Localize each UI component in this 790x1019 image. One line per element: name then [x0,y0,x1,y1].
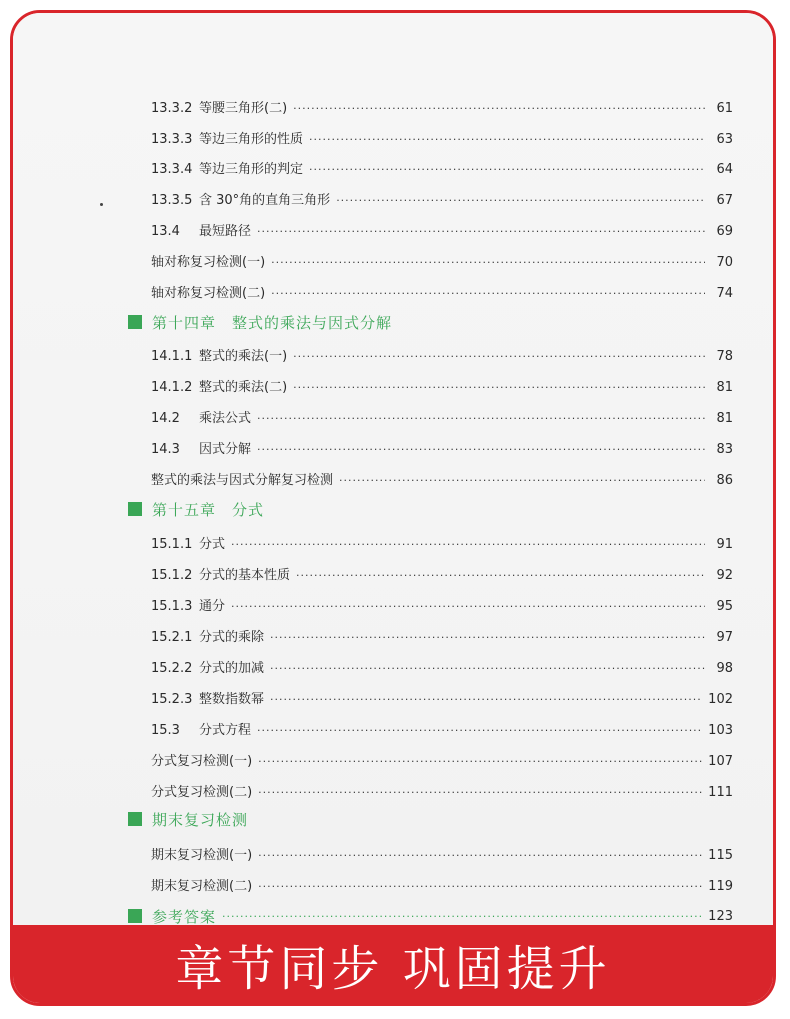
toc-entry-page: 86 [716,473,733,488]
toc-entry-page: 83 [716,442,733,457]
leader-dots [270,631,705,644]
toc-entry [151,844,733,864]
toc-entry-number: 14.3 [151,442,180,457]
toc-entry-title: 分式 [199,537,226,552]
toc-page [13,13,773,925]
chapter-title: 参考答案 [152,907,217,925]
toc-entry-number: 14.2 [151,411,180,426]
chapter-page: 123 [708,908,733,924]
leader-dots [309,163,705,176]
toc-entry-page: 111 [708,785,733,800]
stray-dot [100,203,103,206]
table-of-contents [13,13,773,925]
leader-dots [293,102,705,115]
toc-entry-title: 分式的乘除 [199,630,265,645]
toc-entry-number: 13.4 [151,224,180,239]
leader-dots [296,569,705,582]
leader-dots [336,194,705,207]
toc-entry [151,97,733,117]
leader-dots [309,133,705,146]
toc-entry-page: 115 [708,848,733,863]
toc-entry [151,595,733,615]
toc-entry-page: 61 [716,101,733,116]
toc-entry-number: 14.1.1 [151,349,193,364]
toc-entry-page: 63 [716,132,733,147]
leader-dots [293,381,705,394]
toc-entry [151,781,733,801]
toc-entry [151,282,733,302]
toc-entry-title: 分式方程 [199,723,252,738]
leader-dots [293,350,705,363]
toc-entry-number: 15.2.1 [151,630,193,645]
leader-dots [271,287,705,300]
toc-entry-number: 15.1.1 [151,537,193,552]
leader-dots [257,225,705,238]
leader-dots [257,724,702,737]
toc-entry [151,345,733,365]
leader-dots [258,786,702,799]
toc-entry [151,626,733,646]
toc-entry [151,189,733,209]
chapter-title: 第十五章 分式 [152,500,265,519]
toc-entry-number: 13.3.5 [151,193,193,208]
toc-entry-title: 等边三角形的判定 [199,162,304,177]
toc-entry [151,220,733,240]
chapter-title: 期末复习检测 [152,810,249,829]
toc-entry-title: 整式的乘法与因式分解复习检测 [151,473,334,488]
toc-entry-page: 81 [716,380,733,395]
toc-entry-title: 整式的乘法(二) [199,380,288,395]
toc-entry-number: 13.3.4 [151,162,193,177]
toc-entry [151,564,733,584]
chapter-marker [128,502,142,516]
leader-dots [258,755,702,768]
chapter-marker [128,812,142,826]
toc-entry-title: 含 30°角的直角三角形 [199,193,331,208]
toc-entry-title: 分式的基本性质 [199,568,291,583]
toc-entry [151,407,733,427]
toc-entry-page: 70 [716,255,733,270]
toc-entry-page: 78 [716,349,733,364]
toc-entry-title: 乘法公式 [199,411,252,426]
chapter-marker [128,909,142,923]
toc-entry-number: 13.3.3 [151,132,193,147]
toc-entry [151,688,733,708]
leader-dots [271,256,705,269]
toc-entry-page: 91 [716,537,733,552]
leader-dots [339,474,705,487]
leader-dots [231,600,705,613]
toc-entry-page: 98 [716,661,733,676]
leader-dots [231,538,705,551]
leader-dots [257,412,705,425]
toc-entry-title: 分式复习检测(一) [151,754,253,769]
toc-entry-page: 81 [716,411,733,426]
toc-entry-number: 15.2.2 [151,661,193,676]
toc-entry [151,719,733,739]
toc-entry-page: 74 [716,286,733,301]
toc-entry [151,376,733,396]
toc-entry-title: 因式分解 [199,442,252,457]
toc-entry [151,251,733,271]
toc-entry [151,158,733,178]
toc-entry-title: 整数指数幂 [199,692,265,707]
toc-entry-page: 92 [716,568,733,583]
toc-entry [151,533,733,553]
toc-entry-page: 119 [708,879,733,894]
toc-entry-title: 整式的乘法(一) [199,349,288,364]
toc-entry [151,469,733,489]
toc-entry-title: 期末复习检测(二) [151,879,253,894]
promo-banner [13,925,773,1003]
toc-entry-title: 通分 [199,599,226,614]
toc-entry [151,128,733,148]
chapter-14-heading [128,311,392,333]
toc-entry-title: 最短路径 [199,224,252,239]
banner-text: 章节同步 巩固提升 [175,940,611,997]
toc-entry-title: 等边三角形的性质 [199,132,304,147]
chapter-15-heading [128,498,264,520]
toc-entry-number: 15.1.2 [151,568,193,583]
toc-entry-title: 等腰三角形(二) [199,101,288,116]
toc-entry-number: 14.1.2 [151,380,193,395]
toc-entry-number: 13.3.2 [151,101,193,116]
toc-entry-title: 期末复习检测(一) [151,848,253,863]
chapter-marker [128,315,142,329]
toc-entry-title: 轴对称复习检测(一) [151,255,266,270]
toc-entry-page: 103 [708,723,733,738]
toc-entry-title: 分式复习检测(二) [151,785,253,800]
toc-entry-page: 64 [716,162,733,177]
toc-entry-page: 67 [716,193,733,208]
toc-entry-number: 15.1.3 [151,599,193,614]
answers-heading [128,905,733,925]
toc-entry-number: 15.2.3 [151,692,193,707]
toc-entry [151,438,733,458]
toc-entry-page: 107 [708,754,733,769]
toc-entry-page: 95 [716,599,733,614]
toc-entry-title: 轴对称复习检测(二) [151,286,266,301]
leader-dots [270,693,702,706]
toc-entry-title: 分式的加减 [199,661,265,676]
toc-entry [151,875,733,895]
toc-entry [151,657,733,677]
final-review-heading [128,808,248,830]
toc-entry [151,750,733,770]
chapter-title: 第十四章 整式的乘法与因式分解 [152,313,393,332]
toc-entry-page: 97 [716,630,733,645]
leader-dots [258,880,702,893]
leader-dots [222,910,702,923]
toc-entry-number: 15.3 [151,723,180,738]
leader-dots [257,443,705,456]
toc-entry-page: 69 [716,224,733,239]
leader-dots [258,849,702,862]
leader-dots [270,662,705,675]
toc-entry-page: 102 [708,692,733,707]
